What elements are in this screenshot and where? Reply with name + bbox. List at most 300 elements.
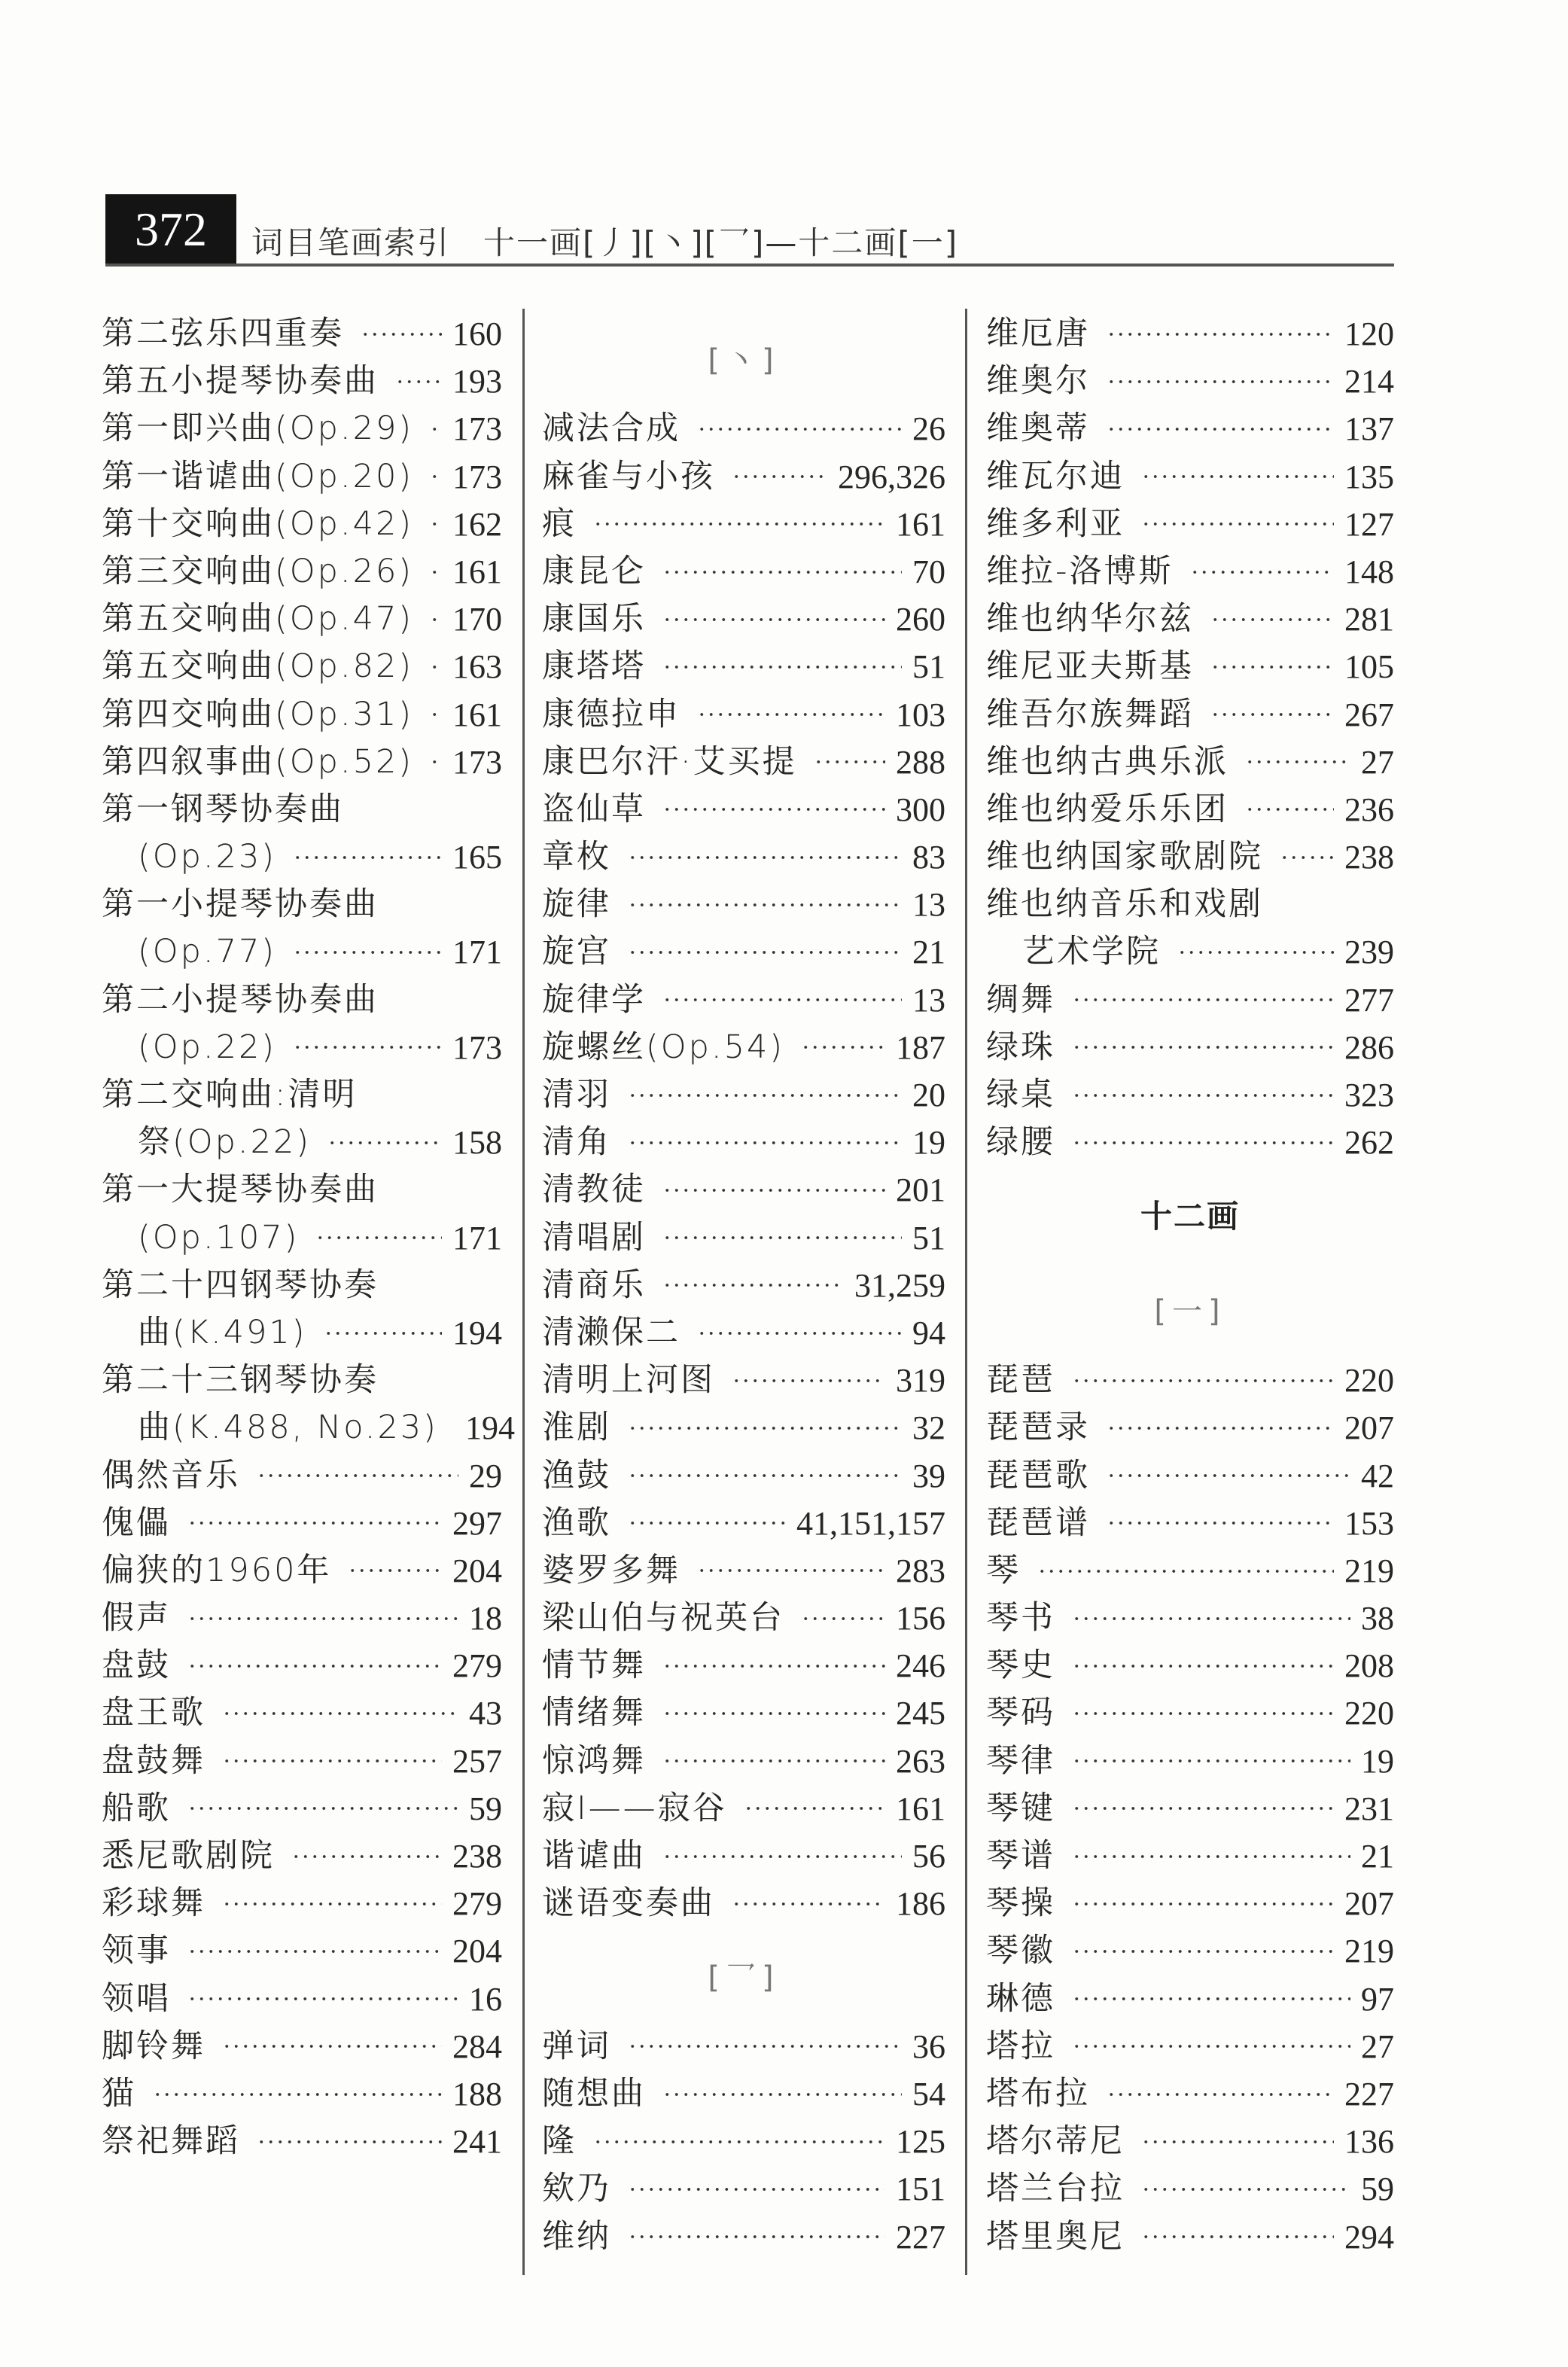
entry-term-continued: 祭(Op.22) <box>138 1123 312 1162</box>
index-entry <box>542 2213 945 2261</box>
entry-line <box>986 1452 1394 1500</box>
index-entry <box>542 501 945 548</box>
index-entry <box>542 1166 945 1214</box>
entry-term: 康德拉申 <box>542 695 680 733</box>
entry-term: 绿珠 <box>986 1028 1055 1066</box>
entry-page: 21 <box>912 934 945 971</box>
header-rule <box>105 264 1394 267</box>
entry-line <box>542 1500 945 1547</box>
index-column-left <box>102 310 515 2165</box>
entry-page: 21 <box>1361 1838 1394 1875</box>
entry-page: 296,326 <box>838 458 945 495</box>
dot-leader <box>1141 2139 1334 2145</box>
index-entry <box>542 453 945 501</box>
entry-term: 第二十三钢琴协奏 <box>102 1361 379 1400</box>
entry-line <box>102 1500 502 1547</box>
entry-term: 康巴尔汗·艾买提 <box>542 742 797 781</box>
index-entry <box>542 928 945 976</box>
entry-line <box>102 1738 502 1785</box>
entry-term: 偶然音乐 <box>102 1456 240 1494</box>
entry-line <box>542 548 945 596</box>
entry-page: 227 <box>896 2218 945 2256</box>
index-entry <box>542 548 945 596</box>
index-entry <box>986 596 1394 643</box>
index-column-middle <box>542 310 945 2261</box>
dot-leader <box>628 2234 885 2240</box>
dot-leader <box>293 854 442 861</box>
index-entry <box>542 1642 945 1689</box>
entry-page: 279 <box>452 1647 502 1685</box>
index-entry <box>542 1404 945 1452</box>
entry-term: 康国乐 <box>542 600 646 638</box>
dot-leader <box>187 1663 442 1669</box>
index-entry <box>542 1595 945 1642</box>
entry-line <box>986 2165 1394 2213</box>
entry-term-continued: (Op.22) <box>138 1028 277 1066</box>
entry-term: 领唱 <box>102 1979 171 2018</box>
dot-leader <box>395 379 442 385</box>
index-entry <box>986 1642 1394 1689</box>
entry-page: 39 <box>912 1457 945 1494</box>
entry-term: 琴史 <box>986 1647 1055 1685</box>
entry-term: 第一钢琴协奏曲 <box>102 790 344 828</box>
dot-leader <box>348 1567 442 1573</box>
entry-term: 梁山伯与祝英台 <box>542 1599 784 1637</box>
index-entry <box>102 1976 502 2023</box>
dot-leader <box>1072 1616 1350 1622</box>
index-entry <box>986 1357 1394 1404</box>
entry-term: 第一谐谑曲(Op.20) <box>102 457 414 495</box>
entry-page: 257 <box>452 1742 502 1780</box>
dot-leader <box>1072 1044 1334 1050</box>
index-entry <box>102 1927 502 1975</box>
entry-line <box>102 1927 502 1975</box>
entry-page: 201 <box>896 1171 945 1209</box>
entry-term: 寂Ⅰ——寂谷 <box>542 1789 727 1827</box>
dot-leader <box>430 569 442 575</box>
entry-term-continued: (Op.23) <box>138 838 277 876</box>
index-entry <box>102 1880 502 1927</box>
index-entry <box>986 881 1394 976</box>
entry-term: 琵琶 <box>986 1361 1055 1400</box>
entry-term: 维吾尔族舞蹈 <box>986 695 1194 733</box>
entry-term: 康塔塔 <box>542 647 646 686</box>
index-entry <box>102 405 502 452</box>
index-entry <box>986 1785 1394 1832</box>
index-entry <box>542 1738 945 1785</box>
entry-term: 塔布拉 <box>986 2074 1090 2113</box>
entry-line <box>986 739 1394 786</box>
index-entry <box>542 833 945 881</box>
entry-page: 36 <box>912 2027 945 2065</box>
entry-page: 173 <box>452 743 502 781</box>
dot-leader <box>628 949 902 955</box>
entry-term: 弹词 <box>542 2027 611 2065</box>
index-entry <box>102 310 502 358</box>
entry-line <box>102 405 502 452</box>
entry-page: 263 <box>896 1742 945 1780</box>
entry-term: 琴徽 <box>986 1932 1055 1970</box>
entry-line <box>102 2118 502 2165</box>
dot-leader <box>1280 854 1334 861</box>
index-entry <box>102 1595 502 1642</box>
entry-term: 谜语变奏曲 <box>542 1884 715 1923</box>
entry-page: 208 <box>1344 1647 1394 1685</box>
index-entry <box>986 1500 1394 1547</box>
index-entry <box>542 1309 945 1357</box>
entry-term: 琴谱 <box>986 1837 1055 1875</box>
entry-term: 猫 <box>102 2074 136 2113</box>
dot-leader <box>662 1854 902 1860</box>
entry-line <box>542 833 945 881</box>
entry-line <box>986 1500 1394 1547</box>
entry-page: 156 <box>896 1600 945 1637</box>
entry-line <box>986 643 1394 690</box>
entry-term: 随想曲 <box>542 2074 646 2113</box>
entry-term-continued: 曲(K.488, No.23) <box>138 1409 438 1447</box>
entry-term: 琴码 <box>986 1694 1055 1732</box>
entry-term: 盘鼓 <box>102 1647 171 1685</box>
dot-leader <box>187 1616 458 1622</box>
entry-term: 维厄唐 <box>986 315 1090 352</box>
entry-line <box>986 1642 1394 1689</box>
dot-leader <box>1072 1996 1350 2002</box>
entry-line <box>986 976 1394 1024</box>
entry-line <box>542 453 945 501</box>
entry-term: 隆 <box>542 2122 577 2161</box>
entry-page: 204 <box>452 1552 502 1589</box>
index-entry <box>102 2023 502 2070</box>
section-heading: 十二画 <box>1140 1197 1240 1235</box>
entry-term: 旋宫 <box>542 933 611 971</box>
index-entry <box>102 1785 502 1832</box>
entry-page: 173 <box>452 410 502 448</box>
entry-term: 清教徒 <box>542 1171 646 1209</box>
entry-line <box>986 453 1394 501</box>
entry-page: 83 <box>912 839 945 876</box>
entry-line <box>102 1404 515 1452</box>
entry-term: 第四叙事曲(Op.52) <box>102 742 414 781</box>
entry-term: 彩球舞 <box>102 1884 206 1923</box>
entry-line <box>102 2070 502 2118</box>
index-entry <box>986 1024 1394 1071</box>
entry-page: 260 <box>896 601 945 638</box>
entry-line <box>986 310 1394 358</box>
entry-term: 第一即兴曲(Op.29) <box>102 410 414 448</box>
entry-line <box>102 310 502 358</box>
dot-leader <box>801 1616 885 1622</box>
entry-line <box>102 1024 502 1071</box>
dot-leader <box>1072 1854 1350 1860</box>
entry-page: 245 <box>896 1695 945 1732</box>
entry-term: 船歌 <box>102 1789 171 1827</box>
entry-page: 186 <box>896 1885 945 1923</box>
entry-line <box>102 691 502 739</box>
index-entry <box>542 976 945 1024</box>
entry-page: 120 <box>1344 315 1394 352</box>
entry-page: 105 <box>1344 648 1394 686</box>
entry-line <box>542 1166 945 1214</box>
entry-page: 19 <box>1361 1742 1394 1780</box>
index-entry <box>102 501 502 548</box>
entry-line <box>542 1357 945 1404</box>
entry-page: 207 <box>1344 1409 1394 1447</box>
dot-leader <box>430 711 442 717</box>
running-header <box>251 218 958 264</box>
index-entry <box>986 1880 1394 1927</box>
index-entry <box>986 2070 1394 2118</box>
entry-page: 137 <box>1344 410 1394 448</box>
entry-page: 238 <box>452 1838 502 1875</box>
entry-term: 旋螺丝(Op.54) <box>542 1028 785 1066</box>
entry-line <box>542 881 945 928</box>
entry-term: 惊鸿舞 <box>542 1741 646 1780</box>
entry-page: 297 <box>452 1504 502 1542</box>
dot-leader <box>662 2091 902 2097</box>
section-heading: [一] <box>1154 1294 1226 1330</box>
entry-term: 第五小提琴协奏曲 <box>102 362 379 401</box>
dot-leader <box>291 1854 442 1860</box>
index-entry <box>102 2118 502 2165</box>
entry-line <box>542 976 945 1024</box>
entry-line <box>986 2213 1394 2261</box>
index-entry <box>102 358 502 405</box>
entry-page: 27 <box>1361 743 1394 781</box>
entry-term: 琴键 <box>986 1789 1055 1827</box>
entry-line <box>986 1927 1394 1975</box>
dot-leader <box>430 426 442 432</box>
column-divider <box>522 309 525 2275</box>
dot-leader <box>732 474 827 480</box>
index-entry <box>102 881 502 976</box>
entry-line <box>102 1262 502 1309</box>
entry-line <box>542 1452 945 1500</box>
entry-term: 维奥尔 <box>986 362 1090 401</box>
index-entry <box>102 691 502 739</box>
dot-leader <box>293 1044 442 1050</box>
entry-line <box>542 786 945 833</box>
dot-leader <box>1072 1805 1334 1811</box>
entry-line <box>542 1262 945 1309</box>
index-entry <box>102 1689 502 1737</box>
dot-leader <box>1107 379 1334 385</box>
entry-page: 238 <box>1344 839 1394 876</box>
dot-leader <box>628 854 902 861</box>
entry-page: 97 <box>1361 1980 1394 2018</box>
entry-line <box>542 1738 945 1785</box>
entry-term: 第二十四钢琴协奏 <box>102 1266 379 1304</box>
index-entry <box>986 691 1394 739</box>
dot-leader <box>732 1378 885 1384</box>
entry-line <box>102 643 502 690</box>
entry-line <box>102 1357 502 1404</box>
entry-line <box>542 501 945 548</box>
section-heading: [乛] <box>708 1960 780 1996</box>
entry-line <box>986 2070 1394 2118</box>
index-entry <box>986 1452 1394 1500</box>
entry-line <box>986 1880 1394 1927</box>
dot-leader <box>628 1520 786 1526</box>
entry-page: 59 <box>1361 2171 1394 2208</box>
entry-line <box>102 976 502 1024</box>
entry-line <box>102 833 502 881</box>
index-entry <box>102 643 502 690</box>
dot-leader <box>697 1330 902 1336</box>
entry-term: 绸舞 <box>986 980 1055 1019</box>
entry-line <box>102 358 502 405</box>
dot-leader <box>1245 806 1334 812</box>
entry-page: 26 <box>912 410 945 448</box>
entry-term: 维拉-洛博斯 <box>986 552 1174 590</box>
entry-term: 第二弦乐四重奏 <box>102 315 344 352</box>
entry-term: 维也纳音乐和戏剧 <box>986 885 1263 924</box>
entry-page: 281 <box>1344 601 1394 638</box>
dot-leader <box>1072 997 1334 1003</box>
entry-page: 193 <box>452 363 502 401</box>
entry-page: 170 <box>452 601 502 638</box>
dot-leader <box>1072 1378 1334 1384</box>
index-entry <box>542 405 945 452</box>
entry-page: 163 <box>452 648 502 686</box>
entry-term: 盘王歌 <box>102 1694 206 1732</box>
entry-line <box>986 1689 1394 1737</box>
dot-leader <box>222 2043 442 2049</box>
dot-leader <box>1107 2091 1334 2097</box>
entry-line <box>102 1785 502 1832</box>
entry-page: 246 <box>896 1647 945 1685</box>
section-heading: [丶] <box>708 343 780 378</box>
dot-leader <box>697 426 902 432</box>
entry-page: 219 <box>1344 1552 1394 1589</box>
entry-term: 维也纳华尔兹 <box>986 600 1194 638</box>
dot-leader <box>222 1901 442 1907</box>
entry-line <box>986 786 1394 833</box>
dot-leader <box>662 569 902 575</box>
entry-line <box>102 1832 502 1880</box>
entry-page: 204 <box>452 1933 502 1970</box>
index-entry <box>542 881 945 928</box>
entry-line <box>102 501 502 548</box>
entry-term: 维纳 <box>542 2217 611 2256</box>
entry-line <box>986 1119 1394 1166</box>
index-entry <box>102 1547 502 1595</box>
dot-leader <box>801 1044 885 1050</box>
entry-term: 维奥蒂 <box>986 410 1090 448</box>
entry-line <box>986 881 1394 928</box>
entry-line <box>986 548 1394 596</box>
entry-page: 171 <box>452 934 502 971</box>
index-entry <box>986 548 1394 596</box>
index-entry <box>986 1927 1394 1975</box>
entry-term: 清明上河图 <box>542 1361 715 1400</box>
dot-leader <box>628 1425 902 1431</box>
entry-term: 脚铃舞 <box>102 2027 206 2065</box>
entry-term: 维也纳古典乐派 <box>986 742 1229 781</box>
entry-page: 13 <box>912 981 945 1019</box>
entry-page: 236 <box>1344 791 1394 828</box>
dot-leader <box>662 1758 885 1764</box>
index-entry <box>542 1785 945 1832</box>
entry-line <box>986 833 1394 881</box>
entry-term: 第五交响曲(Op.47) <box>102 600 414 638</box>
entry-page: 160 <box>452 315 502 352</box>
entry-line <box>986 1547 1394 1595</box>
index-entry <box>986 2023 1394 2070</box>
index-entry <box>542 1214 945 1262</box>
dot-leader <box>257 1473 458 1479</box>
entry-line <box>542 2118 945 2165</box>
header-range: 十一画[丿][丶][乛]—十二画[一] <box>483 224 959 261</box>
entry-page: 161 <box>896 505 945 543</box>
index-entry <box>986 1832 1394 1880</box>
dot-leader <box>1072 1711 1334 1717</box>
dot-leader <box>662 664 902 670</box>
dot-leader <box>1107 1520 1334 1526</box>
dot-leader <box>1037 1568 1334 1574</box>
dot-leader <box>1072 1758 1350 1764</box>
index-entry <box>542 2118 945 2165</box>
dot-leader <box>1072 1901 1334 1907</box>
entry-term: 塔尔蒂尼 <box>986 2122 1125 2161</box>
index-entry <box>102 1166 502 1261</box>
entry-term: 康昆仑 <box>542 552 646 590</box>
entry-line <box>102 1976 502 2023</box>
dot-leader <box>662 1235 902 1241</box>
entry-line <box>986 691 1394 739</box>
entry-line <box>986 1832 1394 1880</box>
entry-page: 188 <box>452 2075 502 2113</box>
entry-term: 谐谑曲 <box>542 1837 646 1875</box>
index-entry <box>986 643 1394 690</box>
entry-line <box>542 1689 945 1737</box>
dot-leader <box>1072 2043 1350 2049</box>
index-entry <box>986 1404 1394 1452</box>
entry-page: 51 <box>912 1219 945 1257</box>
entry-term: 绿腰 <box>986 1123 1055 1162</box>
index-entry <box>102 2070 502 2118</box>
dot-leader <box>293 949 442 955</box>
entry-page: 284 <box>452 2027 502 2065</box>
entry-line <box>542 1119 945 1166</box>
entry-page: 38 <box>1361 1600 1394 1637</box>
entry-line <box>986 501 1394 548</box>
entry-line <box>102 2023 502 2070</box>
entry-line <box>542 691 945 739</box>
dot-leader <box>1245 759 1350 765</box>
entry-line <box>102 1595 502 1642</box>
entry-line <box>542 1595 945 1642</box>
entry-term: 旋律 <box>542 885 611 924</box>
dot-leader <box>1141 521 1334 527</box>
entry-line <box>986 405 1394 452</box>
dot-leader <box>662 1282 844 1288</box>
index-entry <box>542 596 945 643</box>
entry-line <box>102 596 502 643</box>
index-entry <box>102 1452 502 1500</box>
entry-line <box>102 1166 502 1214</box>
entry-page: 32 <box>912 1409 945 1447</box>
entry-page: 173 <box>452 1028 502 1066</box>
entry-page: 323 <box>1344 1077 1394 1113</box>
dot-leader <box>1141 2234 1334 2240</box>
index-entry <box>102 1832 502 1880</box>
entry-line <box>102 1642 502 1689</box>
entry-page: 41,151,157 <box>796 1504 945 1542</box>
entry-page: 18 <box>469 1600 502 1637</box>
dot-leader <box>628 2043 902 2049</box>
entry-term: 维多利亚 <box>986 504 1125 543</box>
entry-line <box>542 928 945 976</box>
